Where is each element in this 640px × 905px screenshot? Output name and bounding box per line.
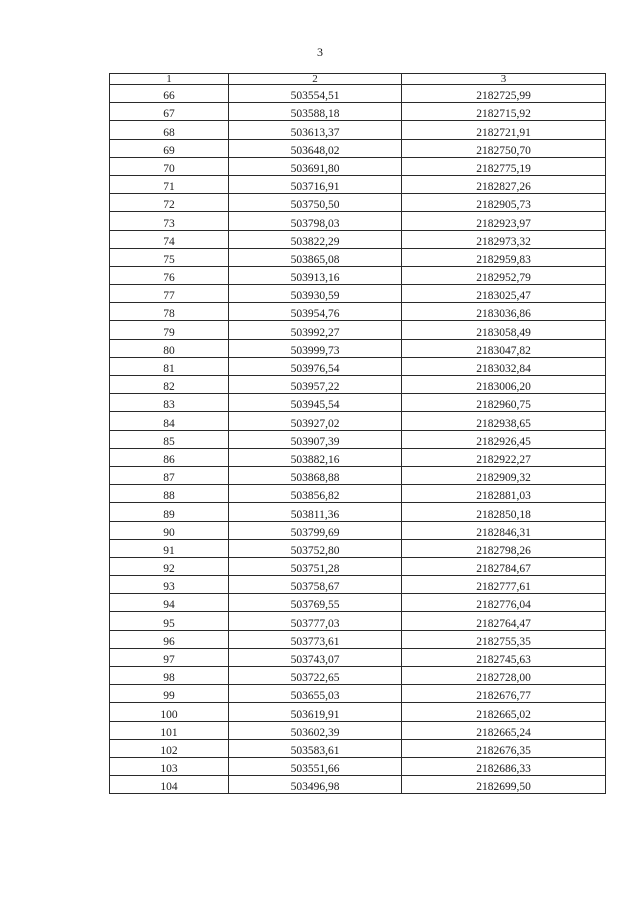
y-coordinate-cell: 2182909,32 xyxy=(402,466,606,484)
x-coordinate-cell: 503769,55 xyxy=(229,594,402,612)
y-coordinate-cell: 2182922,27 xyxy=(402,448,606,466)
y-coordinate-cell: 2183047,82 xyxy=(402,339,606,357)
y-coordinate-cell: 2182715,92 xyxy=(402,103,606,121)
table-row xyxy=(110,248,606,266)
table-row xyxy=(110,357,606,375)
y-coordinate-cell: 2182960,75 xyxy=(402,394,606,412)
point-number-cell: 85 xyxy=(110,430,229,448)
y-coordinate-cell: 2182952,79 xyxy=(402,266,606,284)
y-coordinate-cell: 2183006,20 xyxy=(402,376,606,394)
x-coordinate-cell: 503976,54 xyxy=(229,357,402,375)
x-coordinate-cell: 503588,18 xyxy=(229,103,402,121)
x-coordinate-cell: 503583,61 xyxy=(229,739,402,757)
point-number-cell: 72 xyxy=(110,194,229,212)
table-row xyxy=(110,175,606,193)
x-coordinate-cell: 503882,16 xyxy=(229,448,402,466)
x-coordinate-cell: 503551,66 xyxy=(229,757,402,775)
y-coordinate-cell: 2183025,47 xyxy=(402,285,606,303)
table-row xyxy=(110,285,606,303)
point-number-cell: 81 xyxy=(110,357,229,375)
y-coordinate-cell: 2182846,31 xyxy=(402,521,606,539)
point-number-cell: 80 xyxy=(110,339,229,357)
x-coordinate-cell: 503913,16 xyxy=(229,266,402,284)
x-coordinate-cell: 503856,82 xyxy=(229,485,402,503)
y-coordinate-cell: 2182776,04 xyxy=(402,594,606,612)
x-coordinate-cell: 503750,50 xyxy=(229,194,402,212)
point-number-cell: 76 xyxy=(110,266,229,284)
point-number-cell: 68 xyxy=(110,121,229,139)
point-number-cell: 90 xyxy=(110,521,229,539)
page-number: 3 xyxy=(317,45,323,59)
y-coordinate-cell: 2182850,18 xyxy=(402,503,606,521)
table-row xyxy=(110,430,606,448)
x-coordinate-cell: 503822,29 xyxy=(229,230,402,248)
y-coordinate-cell: 2182905,73 xyxy=(402,194,606,212)
y-coordinate-cell: 2182676,77 xyxy=(402,685,606,703)
table-row xyxy=(110,521,606,539)
table-row xyxy=(110,776,606,794)
y-coordinate-cell: 2182775,19 xyxy=(402,157,606,175)
table-row xyxy=(110,339,606,357)
point-number-cell: 82 xyxy=(110,376,229,394)
table-row xyxy=(110,376,606,394)
x-coordinate-cell: 503751,28 xyxy=(229,557,402,575)
y-coordinate-cell: 2182926,45 xyxy=(402,430,606,448)
x-coordinate-cell: 503930,59 xyxy=(229,285,402,303)
y-coordinate-cell: 2183036,86 xyxy=(402,303,606,321)
x-coordinate-cell: 503799,69 xyxy=(229,521,402,539)
point-number-cell: 70 xyxy=(110,157,229,175)
point-number-cell: 100 xyxy=(110,703,229,721)
table-row xyxy=(110,157,606,175)
x-coordinate-cell: 503691,80 xyxy=(229,157,402,175)
table-row xyxy=(110,266,606,284)
point-number-cell: 89 xyxy=(110,503,229,521)
x-coordinate-cell: 503722,65 xyxy=(229,667,402,685)
table-row xyxy=(110,194,606,212)
y-coordinate-cell: 2182665,02 xyxy=(402,703,606,721)
y-coordinate-cell: 2182798,26 xyxy=(402,539,606,557)
point-number-cell: 101 xyxy=(110,721,229,739)
x-coordinate-cell: 503648,02 xyxy=(229,139,402,157)
table-row xyxy=(110,412,606,430)
point-number-cell: 79 xyxy=(110,321,229,339)
point-number-cell: 73 xyxy=(110,212,229,230)
table-row xyxy=(110,503,606,521)
table-row xyxy=(110,103,606,121)
point-number-cell: 66 xyxy=(110,85,229,103)
x-coordinate-cell: 503743,07 xyxy=(229,648,402,666)
point-number-cell: 103 xyxy=(110,757,229,775)
point-number-cell: 99 xyxy=(110,685,229,703)
table-row xyxy=(110,539,606,557)
x-coordinate-cell: 503716,91 xyxy=(229,175,402,193)
x-coordinate-cell: 503798,03 xyxy=(229,212,402,230)
table-header xyxy=(110,74,606,85)
point-number-cell: 69 xyxy=(110,139,229,157)
table-row xyxy=(110,667,606,685)
point-number-cell: 83 xyxy=(110,394,229,412)
column-header-1: 1 xyxy=(110,74,229,85)
x-coordinate-cell: 503868,88 xyxy=(229,466,402,484)
table-row xyxy=(110,230,606,248)
x-coordinate-cell: 503907,39 xyxy=(229,430,402,448)
y-coordinate-cell: 2182676,35 xyxy=(402,739,606,757)
point-number-cell: 67 xyxy=(110,103,229,121)
y-coordinate-cell: 2182959,83 xyxy=(402,248,606,266)
point-number-cell: 77 xyxy=(110,285,229,303)
table-row xyxy=(110,703,606,721)
x-coordinate-cell: 503773,61 xyxy=(229,630,402,648)
table-row xyxy=(110,594,606,612)
x-coordinate-cell: 503927,02 xyxy=(229,412,402,430)
x-coordinate-cell: 503602,39 xyxy=(229,721,402,739)
y-coordinate-cell: 2182699,50 xyxy=(402,776,606,794)
y-coordinate-cell: 2182665,24 xyxy=(402,721,606,739)
point-number-cell: 94 xyxy=(110,594,229,612)
table-row xyxy=(110,721,606,739)
table-row xyxy=(110,612,606,630)
point-number-cell: 87 xyxy=(110,466,229,484)
point-number-cell: 74 xyxy=(110,230,229,248)
point-number-cell: 104 xyxy=(110,776,229,794)
y-coordinate-cell: 2183032,84 xyxy=(402,357,606,375)
point-number-cell: 102 xyxy=(110,739,229,757)
table-row xyxy=(110,648,606,666)
x-coordinate-cell: 503999,73 xyxy=(229,339,402,357)
x-coordinate-cell: 503752,80 xyxy=(229,539,402,557)
point-number-cell: 84 xyxy=(110,412,229,430)
y-coordinate-cell: 2182725,99 xyxy=(402,85,606,103)
table-row xyxy=(110,630,606,648)
x-coordinate-cell: 503954,76 xyxy=(229,303,402,321)
point-number-cell: 95 xyxy=(110,612,229,630)
x-coordinate-cell: 503619,91 xyxy=(229,703,402,721)
point-number-cell: 78 xyxy=(110,303,229,321)
y-coordinate-cell: 2182686,33 xyxy=(402,757,606,775)
column-header-3: 3 xyxy=(402,74,606,85)
point-number-cell: 91 xyxy=(110,539,229,557)
x-coordinate-cell: 503496,98 xyxy=(229,776,402,794)
x-coordinate-cell: 503655,03 xyxy=(229,685,402,703)
y-coordinate-cell: 2182777,61 xyxy=(402,576,606,594)
x-coordinate-cell: 503992,27 xyxy=(229,321,402,339)
point-number-cell: 97 xyxy=(110,648,229,666)
y-coordinate-cell: 2182721,91 xyxy=(402,121,606,139)
table-row xyxy=(110,139,606,157)
table-row xyxy=(110,121,606,139)
point-number-cell: 75 xyxy=(110,248,229,266)
x-coordinate-cell: 503777,03 xyxy=(229,612,402,630)
table-row xyxy=(110,394,606,412)
table-row xyxy=(110,212,606,230)
y-coordinate-cell: 2182938,65 xyxy=(402,412,606,430)
table-row xyxy=(110,757,606,775)
y-coordinate-cell: 2182827,26 xyxy=(402,175,606,193)
coordinates-table xyxy=(109,73,606,794)
y-coordinate-cell: 2182728,00 xyxy=(402,667,606,685)
x-coordinate-cell: 503957,22 xyxy=(229,376,402,394)
y-coordinate-cell: 2182784,67 xyxy=(402,557,606,575)
y-coordinate-cell: 2182973,32 xyxy=(402,230,606,248)
x-coordinate-cell: 503613,37 xyxy=(229,121,402,139)
table-row xyxy=(110,576,606,594)
point-number-cell: 96 xyxy=(110,630,229,648)
point-number-cell: 93 xyxy=(110,576,229,594)
y-coordinate-cell: 2182755,35 xyxy=(402,630,606,648)
x-coordinate-cell: 503945,54 xyxy=(229,394,402,412)
x-coordinate-cell: 503554,51 xyxy=(229,85,402,103)
y-coordinate-cell: 2182745,63 xyxy=(402,648,606,666)
table-row xyxy=(110,485,606,503)
point-number-cell: 86 xyxy=(110,448,229,466)
table-body xyxy=(110,85,606,794)
header-row xyxy=(110,74,606,85)
column-header-2: 2 xyxy=(229,74,402,85)
x-coordinate-cell: 503811,36 xyxy=(229,503,402,521)
table-row xyxy=(110,685,606,703)
point-number-cell: 92 xyxy=(110,557,229,575)
point-number-cell: 98 xyxy=(110,667,229,685)
y-coordinate-cell: 2182764,47 xyxy=(402,612,606,630)
point-number-cell: 71 xyxy=(110,175,229,193)
table-row xyxy=(110,557,606,575)
y-coordinate-cell: 2182923,97 xyxy=(402,212,606,230)
y-coordinate-cell: 2182881,03 xyxy=(402,485,606,503)
table-row xyxy=(110,448,606,466)
y-coordinate-cell: 2182750,70 xyxy=(402,139,606,157)
point-number-cell: 88 xyxy=(110,485,229,503)
table-row xyxy=(110,85,606,103)
table-row xyxy=(110,321,606,339)
x-coordinate-cell: 503758,67 xyxy=(229,576,402,594)
y-coordinate-cell: 2183058,49 xyxy=(402,321,606,339)
table-row xyxy=(110,303,606,321)
table-row xyxy=(110,466,606,484)
x-coordinate-cell: 503865,08 xyxy=(229,248,402,266)
table-row xyxy=(110,739,606,757)
